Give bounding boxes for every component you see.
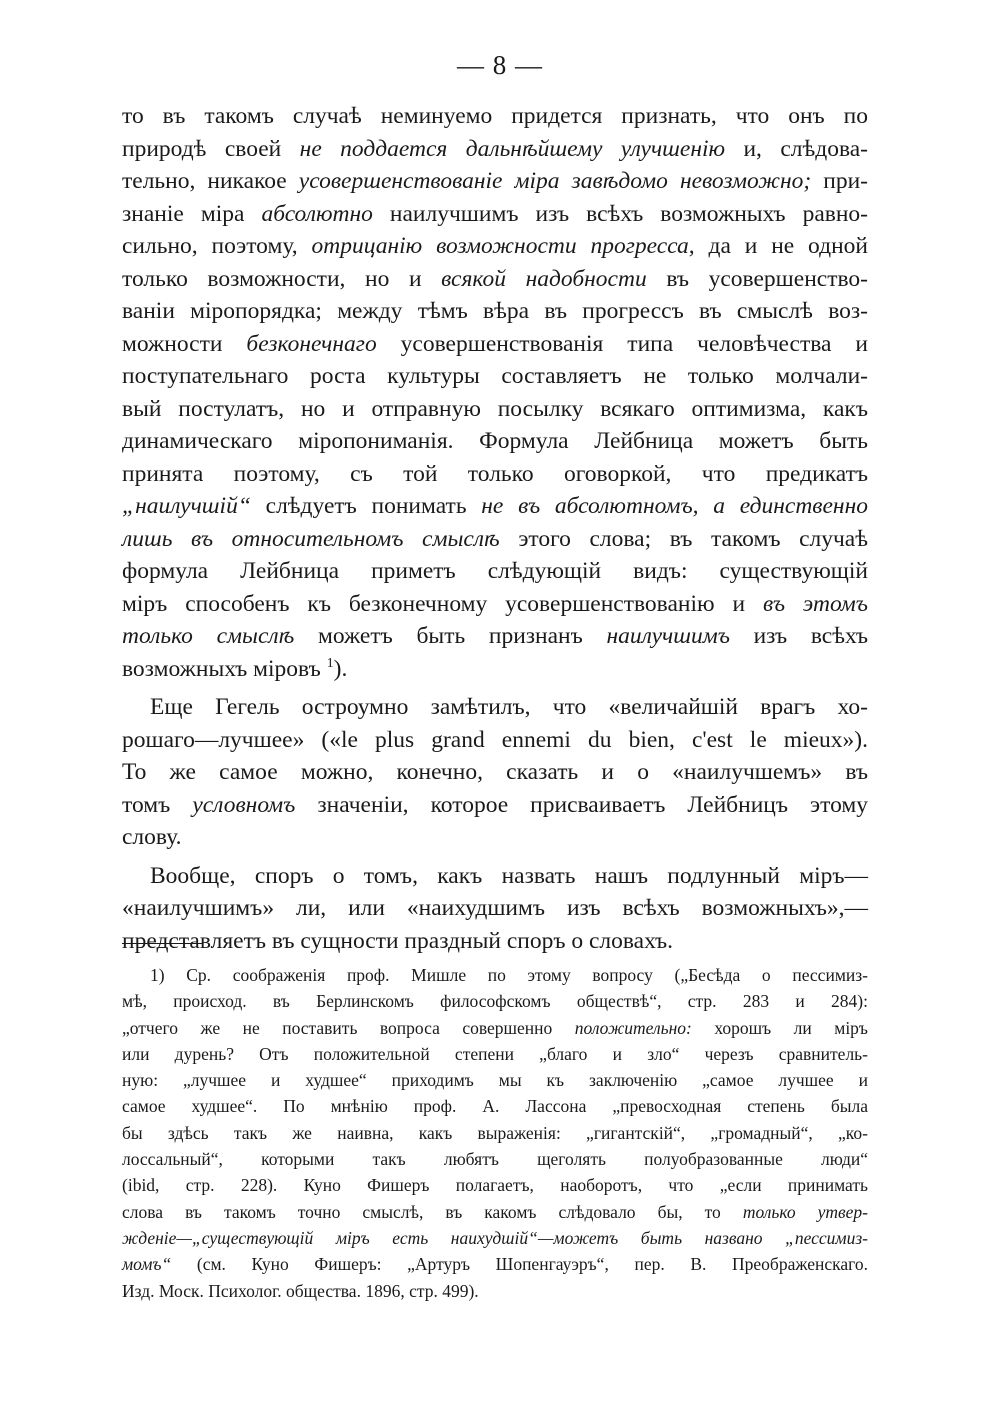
text-run: изъ всѣхъ — [729, 623, 869, 649]
text-run: лоссальный“, которыми такъ любятъ щеголять полуобразованные люди“ — [122, 1149, 868, 1170]
emphasis-text: не въ абсолютномъ, а единственно — [481, 493, 868, 519]
text-run: знаніе міра — [122, 200, 262, 227]
text-run: „отчего же не поставить вопроса совершенно — [122, 1017, 575, 1038]
text-line — [122, 620, 868, 653]
emphasis-text: жденіе—„существующій міръ есть наихудшій“—можетъ быть названо „пессимиз- — [122, 1227, 868, 1248]
text-line — [122, 393, 868, 426]
text-run: этого слова; въ такомъ случаѣ — [499, 525, 868, 552]
text-run: Изд. Моск. Психолог. общества. 1896, стр. 499). — [122, 1280, 479, 1301]
text-run: рошаго—лучшее» («le plus grand ennemi du bien, c'est le mieux»). — [122, 726, 868, 753]
text-run: (см. Куно Фишеръ: „Артуръ Шопенгауэръ“, пер. В. Преображенскаго. — [171, 1254, 868, 1275]
emphasis-text: момъ“ — [122, 1254, 172, 1275]
text-line — [122, 263, 868, 296]
text-run: можности — [122, 330, 247, 357]
text-line — [122, 892, 868, 925]
text-line — [122, 490, 868, 523]
footnote-line — [122, 1120, 868, 1146]
text-line — [122, 458, 868, 491]
footnote-line — [122, 1225, 868, 1251]
emphasis-text: въ этомъ — [762, 590, 868, 617]
text-line — [122, 425, 868, 458]
text-line — [122, 653, 868, 686]
text-run: ную: „лучшее и худшее“ приходимъ мы къ заключенію „самое лучшее и — [122, 1070, 868, 1091]
footnote — [122, 962, 868, 1304]
emphasis-text: только утвер- — [742, 1201, 868, 1222]
footnote-line — [122, 1251, 868, 1277]
text-line — [122, 724, 868, 757]
emphasis-text: всякой надобности — [441, 265, 647, 292]
text-run: слову. — [122, 824, 182, 850]
emphasis-text: отрицанію возможности прогресса, — [311, 233, 695, 259]
emphasis-text: абсолютно — [261, 200, 373, 227]
footnote-line — [122, 988, 868, 1014]
emphasis-text: не поддается дальнѣйшему улучшенію — [299, 135, 726, 162]
emphasis-text: условномъ — [192, 791, 296, 818]
text-run: въ усовершенство- — [646, 265, 868, 292]
text-line — [122, 328, 868, 361]
text-line — [122, 230, 868, 263]
emphasis-text: „наилучшій“ — [122, 493, 251, 519]
text-run: формула Лейбница приметъ слѣдующій видъ: существующій — [122, 558, 868, 584]
text-run: «наилучшимъ» ли, или «наихудшимъ изъ всѣхъ возможныхъ»,— — [122, 895, 868, 921]
text-run: ваніи міропорядка; между тѣмъ вѣра въ прогрессъ въ смыслѣ воз- — [122, 298, 868, 324]
text-line — [122, 165, 868, 198]
emphasis-text: безконечнаго — [246, 330, 377, 357]
text-run: хорошъ ли міръ — [691, 1017, 868, 1038]
text-line — [122, 588, 868, 621]
text-line — [122, 360, 868, 393]
footnote-line — [122, 1199, 868, 1225]
footnote-line — [122, 1067, 868, 1093]
text-run: міръ способенъ къ безконечному усовершенствованію и — [122, 590, 763, 617]
footnote-line — [122, 962, 868, 988]
emphasis-text: только смыслѣ — [122, 623, 295, 649]
emphasis-text: наилучшимъ — [606, 623, 730, 649]
text-line — [122, 100, 868, 133]
text-run: мѣ, происход. въ Берлинскомъ философскомъ обществѣ“, стр. 283 и 284): — [122, 991, 868, 1012]
text-line — [122, 691, 868, 724]
text-run: тельно, никакое — [122, 168, 299, 194]
text-run: представляетъ въ сущности праздный споръ о словахъ. — [122, 927, 673, 954]
text-run: усовершенствованія типа человѣчества и — [376, 330, 868, 357]
text-run: значеніи, которое присваиваетъ Лейбницъ этому — [295, 791, 868, 818]
text-run: слѣдуетъ понимать — [250, 493, 482, 519]
text-run: принята поэтому, съ той только оговоркой, что предикатъ — [122, 460, 868, 487]
text-run: да и не одной — [694, 233, 868, 259]
text-run: слова въ такомъ точно смыслѣ, въ какомъ слѣдовало бы, то — [122, 1201, 743, 1222]
emphasis-text: лишь въ относительномъ смыслѣ — [122, 525, 500, 552]
footnote-separator — [122, 943, 202, 944]
footnote-line — [122, 1015, 868, 1041]
text-run: возможныхъ міровъ — [122, 655, 327, 682]
text-run: томъ — [122, 791, 193, 818]
text-run: бы здѣсь такъ же наивна, какъ выраженія: „гигантскій“, „громадный“, „ко- — [122, 1122, 868, 1143]
text-run: природѣ своей — [122, 135, 300, 162]
text-line — [122, 821, 868, 854]
footnote-line — [122, 1041, 868, 1067]
text-line — [122, 789, 868, 822]
text-run: при- — [811, 168, 868, 194]
text-run: наилучшимъ изъ всѣхъ возможныхъ равно- — [372, 200, 869, 227]
emphasis-text: усовершенствованіе міра завѣдомо невозможно; — [298, 168, 812, 194]
text-run: Вообще, споръ о томъ, какъ назвать нашъ подлунный міръ— — [150, 862, 868, 889]
text-run: динамическаго міропониманія. Формула Лейбница можетъ быть — [122, 428, 868, 454]
footnote-line — [122, 1146, 868, 1172]
text-line — [122, 925, 868, 958]
text-run: поступательнаго роста культуры составляетъ не только молчали- — [122, 363, 868, 389]
text-run: самое худшее“. По мнѣнію проф. А. Лассона „превосходная степень была — [122, 1096, 868, 1117]
text-run: (ibid, стр. 228). Куно Фишеръ полагаетъ, наоборотъ, что „если принимать — [122, 1175, 868, 1196]
text-run: Еще Гегель остроумно замѣтилъ, что «величайшій врагъ хо- — [150, 694, 868, 720]
text-run: только возможности, но и — [122, 265, 442, 292]
text-line — [122, 295, 868, 328]
footnote-line — [122, 1172, 868, 1198]
footnote-line — [122, 1278, 868, 1304]
text-run: ). — [333, 655, 348, 682]
text-line — [122, 133, 868, 166]
text-run: или дурень? Отъ положительной степени „благо и зло“ черезъ сравнитель- — [122, 1043, 868, 1064]
text-line — [122, 523, 868, 556]
footnote-ref: 1 — [326, 654, 334, 671]
text-line — [122, 756, 868, 789]
page-number: — 8 — — [457, 50, 543, 80]
text-run: сильно, поэтому, — [122, 233, 312, 259]
text-run: можетъ быть признанъ — [294, 623, 607, 649]
text-line — [122, 555, 868, 588]
text-run: то въ такомъ случаѣ неминуемо придется признать, что онъ по — [122, 103, 868, 129]
footnote-line — [122, 1093, 868, 1119]
emphasis-text: положительно: — [574, 1017, 692, 1038]
main-text — [122, 100, 868, 957]
text-line — [122, 198, 868, 231]
text-run: вый постулатъ, но и отправную посылку всякаго оптимизма, какъ — [122, 395, 868, 422]
text-run: То же самое можно, конечно, сказать и о «наилучшемъ» въ — [122, 759, 868, 785]
text-run: и, слѣдова- — [725, 135, 868, 162]
text-line — [122, 860, 868, 893]
text-run: 1) Ср. соображенія проф. Мишле по этому вопросу („Бесѣда о пессимиз- — [150, 965, 868, 985]
